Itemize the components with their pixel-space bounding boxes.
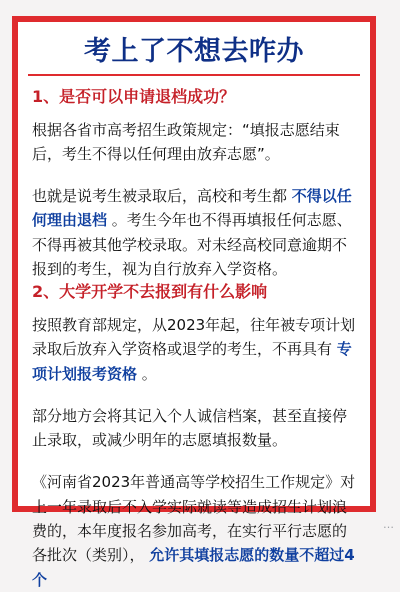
paragraph-text-before: 也就是说考生被录取后，高校和考生都 [32, 187, 288, 206]
highlight-special-plan: 专项计划报考资格 [32, 340, 352, 383]
section-no-show-impact [32, 281, 356, 592]
highlight-limit-four: 允许其填报志愿的数量不超过4个 [32, 546, 355, 589]
paragraph-text-after: 。考生今年也不得再填报任何志愿、不得再被其他学校录取。对未经高校同意逾期不报到的考生，视为自行放弃入学资格。 [32, 211, 352, 279]
page-title: 考上了不想去咋办 [84, 35, 304, 67]
paragraph-text-before: 按照教育部规定，从2023年起，往年被专项计划录取后放弃入学资格或退学的考生，不再具有 [32, 315, 356, 359]
policy-paragraph: 根据各省市高考招生政策规定：“填报志愿结束后，考生不得以任何理由放弃志愿”。 [32, 120, 340, 163]
henan-rule-paragraph [32, 470, 356, 591]
credit-record-paragraph: 部分地方会将其记入个人诚信档案，甚至直接停止录取，或减少明年的志愿填报数量。 [32, 406, 348, 450]
highlight-no-withdraw: 不得以任何理由退档 [32, 187, 352, 230]
explanation-paragraph [32, 184, 356, 281]
section-heading-1: 1、是否可以申请退档成功？ [32, 87, 236, 106]
section-heading-2: 2、大学开学不去报到有什么影响 [32, 282, 268, 302]
special-plan-paragraph [32, 313, 356, 386]
paragraph-text-after: 。 [141, 364, 157, 383]
paragraph-text-before: 《河南省2023年普通高等学校招生工作规定》对上一年录取后不入学实际就读等造成招生计划浪费的，本年度报名参加高考，在实行平行志愿的各批次（类别）， [32, 473, 356, 565]
corner-mark: … [383, 518, 394, 531]
article-content [18, 76, 370, 592]
section-refund-question [32, 86, 356, 281]
content-card [12, 16, 376, 589]
